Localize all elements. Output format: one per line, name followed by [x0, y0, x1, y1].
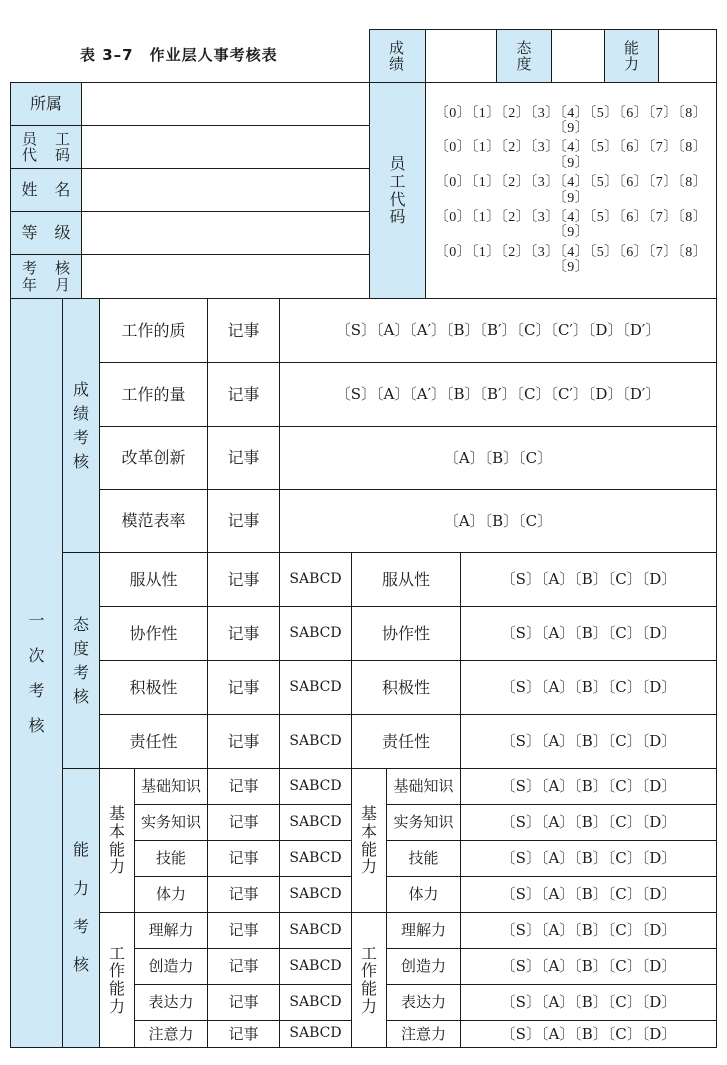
first-review-text: 一次考核: [28, 610, 45, 736]
note-cell[interactable]: 记事: [207, 1020, 280, 1048]
criterion-label-2: 技能: [386, 840, 461, 877]
scale-cell: SABCD: [279, 606, 352, 661]
basic-ability-label-2: [351, 768, 387, 913]
note-cell[interactable]: 记事: [207, 840, 280, 877]
criterion-label: 体力: [134, 876, 208, 913]
note-cell[interactable]: 记事: [207, 426, 280, 490]
field-label-char: 核: [54, 259, 70, 277]
scale-cell: SABCD: [279, 714, 352, 769]
field-label-char: 级: [54, 223, 71, 243]
work-ability-text: 工作能力: [108, 943, 125, 1016]
criterion-label-2: 理解力: [386, 912, 461, 949]
field-label: [10, 168, 82, 212]
note-cell[interactable]: 记事: [207, 298, 280, 363]
header-ability-text: 能力: [623, 38, 639, 73]
field-label-char: 姓: [21, 180, 38, 200]
field-input[interactable]: [81, 82, 370, 126]
criterion-label: 注意力: [134, 1020, 208, 1048]
attitude-block-label: [62, 552, 100, 769]
grade-options[interactable]: 〔S〕〔A〕〔B〕〔C〕〔D〕: [460, 912, 717, 949]
note-cell[interactable]: 记事: [207, 362, 280, 427]
note-cell[interactable]: 记事: [207, 660, 280, 715]
scale-cell: SABCD: [279, 552, 352, 607]
note-cell[interactable]: 记事: [207, 606, 280, 661]
header-ability-label: [604, 29, 659, 83]
field-label-char: 名: [54, 180, 71, 200]
work-ability-label-2: [351, 912, 387, 1048]
note-cell[interactable]: 记事: [207, 489, 280, 553]
criterion-label: 表达力: [134, 984, 208, 1021]
field-input[interactable]: [81, 168, 370, 212]
criterion-label-2: 表达力: [386, 984, 461, 1021]
code-label: [369, 82, 426, 299]
grade-options[interactable]: 〔S〕〔A〕〔B〕〔C〕〔D〕: [460, 768, 717, 805]
field-label-text: 所属: [29, 94, 62, 114]
grade-options[interactable]: 〔S〕〔A〕〔B〕〔C〕〔D〕: [460, 984, 717, 1021]
code-row[interactable]: 〔0〕〔1〕〔2〕〔3〕〔4〕〔5〕〔6〕〔7〕〔8〕〔9〕: [434, 140, 708, 171]
criterion-label: 创造力: [134, 948, 208, 985]
criterion-label: 基础知识: [134, 768, 208, 805]
field-label: [10, 211, 82, 255]
field-label-char: 年: [21, 275, 37, 294]
scale-cell: SABCD: [279, 948, 352, 985]
header-score-text: 成绩: [388, 38, 406, 73]
code-grid: [425, 82, 717, 299]
header-attitude-label: [496, 29, 552, 83]
scale-cell: SABCD: [279, 876, 352, 913]
field-label-chars: [18, 181, 74, 199]
grade-options[interactable]: 〔S〕〔A〕〔B〕〔C〕〔D〕: [460, 840, 717, 877]
criterion-label: 理解力: [134, 912, 208, 949]
criterion-label: 工作的量: [99, 362, 208, 427]
scale-cell: SABCD: [279, 804, 352, 841]
criterion-label: 服从性: [99, 552, 208, 607]
criterion-label-2: 实务知识: [386, 804, 461, 841]
field-label-chars: [18, 131, 74, 164]
note-cell[interactable]: 记事: [207, 804, 280, 841]
field-label-char: 考: [21, 259, 37, 277]
criterion-label: 改革创新: [99, 426, 208, 490]
work-ability-text-2: 工作能力: [360, 943, 377, 1016]
grade-options[interactable]: 〔S〕〔A〕〔B〕〔C〕〔D〕: [460, 876, 717, 913]
ability-block-label: [62, 768, 100, 1048]
criterion-label: 工作的质: [99, 298, 208, 363]
scale-cell: SABCD: [279, 768, 352, 805]
grade-options[interactable]: 〔S〕〔A〕〔B〕〔C〕〔D〕: [460, 552, 717, 607]
grade-options[interactable]: 〔A〕〔B〕〔C〕: [279, 426, 717, 490]
note-cell[interactable]: 记事: [207, 768, 280, 805]
code-row[interactable]: 〔0〕〔1〕〔2〕〔3〕〔4〕〔5〕〔6〕〔7〕〔8〕〔9〕: [434, 175, 708, 206]
field-input[interactable]: [81, 254, 370, 299]
grade-options[interactable]: 〔S〕〔A〕〔B〕〔C〕〔D〕: [460, 606, 717, 661]
grade-options[interactable]: 〔A〕〔B〕〔C〕: [279, 489, 717, 553]
criterion-label: 协作性: [99, 606, 208, 661]
grade-options[interactable]: 〔S〕〔A〕〔B〕〔C〕〔D〕: [460, 804, 717, 841]
grade-options[interactable]: 〔S〕〔A〕〔B〕〔C〕〔D〕: [460, 1020, 717, 1048]
criterion-label-2: 基础知识: [386, 768, 461, 805]
grade-options[interactable]: 〔S〕〔A〕〔A′〕〔B〕〔B′〕〔C〕〔C′〕〔D〕〔D′〕: [279, 362, 717, 427]
header-attitude-text: 态度: [516, 38, 532, 73]
grade-options[interactable]: 〔S〕〔A〕〔B〕〔C〕〔D〕: [460, 660, 717, 715]
field-label-chars: [18, 224, 74, 242]
score-input[interactable]: [425, 29, 497, 83]
criterion-label-2: 注意力: [386, 1020, 461, 1048]
code-row[interactable]: 〔0〕〔1〕〔2〕〔3〕〔4〕〔5〕〔6〕〔7〕〔8〕〔9〕: [434, 209, 708, 241]
scale-cell: SABCD: [279, 912, 352, 949]
field-label: [10, 82, 82, 126]
field-label-char: 码: [54, 146, 70, 164]
criterion-label: 技能: [134, 840, 208, 877]
header-score-label: [369, 29, 426, 83]
field-input[interactable]: [81, 211, 370, 255]
criterion-label-2: 积极性: [351, 660, 461, 715]
code-row[interactable]: 〔0〕〔1〕〔2〕〔3〕〔4〕〔5〕〔6〕〔7〕〔8〕〔9〕: [434, 105, 708, 136]
field-input[interactable]: [81, 125, 370, 169]
field-label-chars: [18, 260, 74, 293]
note-cell[interactable]: 记事: [207, 948, 280, 985]
note-cell[interactable]: 记事: [207, 714, 280, 769]
note-cell[interactable]: 记事: [207, 876, 280, 913]
note-cell[interactable]: 记事: [207, 552, 280, 607]
basic-ability-text: 基本能力: [108, 804, 125, 877]
criterion-label-2: 服从性: [351, 552, 461, 607]
grade-options[interactable]: 〔S〕〔A〕〔B〕〔C〕〔D〕: [460, 948, 717, 985]
table-title: 表 3–7 作业层人事考核表: [80, 46, 278, 64]
criterion-label: 实务知识: [134, 804, 208, 841]
performance-label-text: 成绩考核: [72, 379, 89, 471]
field-label-char: 工: [54, 129, 70, 148]
note-cell[interactable]: 记事: [207, 912, 280, 949]
criterion-label-2: 体力: [386, 876, 461, 913]
ability-block-label-text: 能力考核: [72, 840, 89, 975]
field-label-char: 代: [21, 146, 37, 164]
field-label: [10, 125, 82, 169]
note-cell[interactable]: 记事: [207, 984, 280, 1021]
ability-input[interactable]: [658, 29, 717, 83]
grade-options[interactable]: 〔S〕〔A〕〔B〕〔C〕〔D〕: [460, 714, 717, 769]
field-label: [10, 254, 82, 299]
field-label-char: 等: [21, 223, 38, 243]
scale-cell: SABCD: [279, 660, 352, 715]
criterion-label-2: 责任性: [351, 714, 461, 769]
work-ability-label: [99, 912, 135, 1048]
criterion-label: 积极性: [99, 660, 208, 715]
attitude-block-label-text: 态度考核: [72, 614, 89, 706]
criterion-label-2: 协作性: [351, 606, 461, 661]
scale-cell: SABCD: [279, 984, 352, 1021]
grade-options[interactable]: 〔S〕〔A〕〔A′〕〔B〕〔B′〕〔C〕〔C′〕〔D〕〔D′〕: [279, 298, 717, 363]
code-label-text: 员工代码: [389, 154, 406, 227]
attitude-input[interactable]: [551, 29, 605, 83]
scale-cell: SABCD: [279, 1020, 352, 1048]
field-label-char: 月: [54, 275, 70, 294]
code-row[interactable]: 〔0〕〔1〕〔2〕〔3〕〔4〕〔5〕〔6〕〔7〕〔8〕〔9〕: [434, 244, 708, 276]
field-label-char: 员: [21, 129, 37, 148]
criterion-label: 责任性: [99, 714, 208, 769]
criterion-label-2: 创造力: [386, 948, 461, 985]
scale-cell: SABCD: [279, 840, 352, 877]
basic-ability-text-2: 基本能力: [360, 804, 377, 877]
performance-label: [62, 298, 100, 553]
first-review-label: [10, 298, 63, 1048]
basic-ability-label: [99, 768, 135, 913]
criterion-label: 模范表率: [99, 489, 208, 553]
